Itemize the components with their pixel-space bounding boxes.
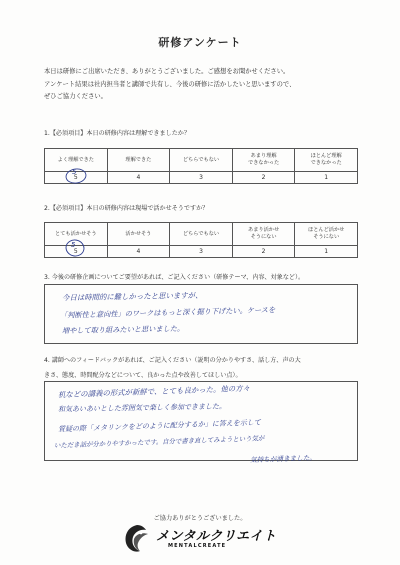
q2-option-number: 5 [73,248,78,255]
q1-option-header: ほとんど理解 できなかった [295,149,358,172]
question-3: 3. 今後の研修企画についてご要望があれば、ご記入ください（研修テーマ、内容、対象など）。 [44,274,305,281]
q4-answer-line: 質疑の際「メタリンクをどのように配分するか」に答えを示して [57,418,261,434]
q2-option-3[interactable]: 3 [170,246,233,258]
q1-option-header: よく理解できた [45,149,108,172]
logo-wordmark: メンタルクリエイト [156,529,277,544]
q2-option-header: あまり活かせ そうにない [232,223,295,246]
logo-subtext: MENTALCREATE [168,543,227,549]
bird-logo-icon [122,523,152,555]
q2-option-header: ほとんど活かせ そうにない [295,223,358,246]
intro-line: ぜひご協力ください。 [44,93,107,100]
question-4: 4. 講師へのフィードバックがあれば、ご記入ください（説明の分かりやすさ、話し方、声の大 [44,357,301,364]
intro-line: 本日は研修にご出席いただき、ありがとうございました。ご感想をお聞かせください。 [44,68,290,75]
q4-answer-line: 机などの講義の形式が新鮮で、とても良かった。他の方々 [57,383,251,400]
q4-answer-line: 気持ちが湧きました。 [249,453,317,465]
question-4-cont: きさ、態度、時間配分などについて、良かった点や改善してほしい点）。 [44,372,242,379]
q1-option-5[interactable] [45,168,108,184]
q2-option-header: 活かせそう [107,223,170,246]
thanks-message: ご協力ありがとうございました。 [153,515,247,522]
q2-option-header: とても活かせそう [45,223,108,246]
q1-option-header: どちらでもない [170,149,233,172]
q3-answer-line: 今日は時間的に難しかったと思いますが、 [61,290,203,303]
company-logo [122,521,282,561]
question-1-scale [44,148,358,184]
q1-option-4[interactable]: 4 [107,172,170,184]
q1-circled-value: 5 [72,168,77,176]
q3-answer-line: 増やして取り組みたいと思いました。 [61,323,185,336]
q2-option-1[interactable]: 1 [295,246,358,258]
intro-line: アンケート結果は社内担当者と講師で共有し、今後の研修に活かしたいと思いますので、 [44,80,296,88]
q1-option-header: あまり理解 できなかった [232,149,295,172]
q2-option-header: どちらでもない [170,223,233,246]
q4-answer-line: いただき話が分かりやすかったです。自分で書き直してみようという気が [53,434,265,450]
q1-option-number: 5 [73,174,78,181]
intro-text [44,66,364,104]
q2-option-5[interactable] [45,241,108,258]
question-2-scale [44,222,358,258]
q1-option-2[interactable]: 2 [232,172,295,184]
q4-answer-line: 和気あいあいとした雰囲気で楽しく参加できました。 [57,402,227,414]
q2-circled-value: 5 [71,241,76,249]
q1-option-header: 理解できた [107,149,170,172]
question-2: 2.【必須項目】本日の研修内容は現場で活かせそうですか？ [44,205,209,212]
q3-answer-line: 「判断性と意向性」のワークはもっと深く掘り下げたい。ケースを [59,305,276,320]
page-title: 研修アンケート [158,36,242,49]
question-1: 1.【必須項目】本日の研修内容は理解できましたか？ [44,130,190,137]
q2-option-2[interactable]: 2 [232,246,295,258]
q1-option-1[interactable]: 1 [295,172,358,184]
q2-option-4[interactable]: 4 [107,246,170,258]
q1-option-3[interactable]: 3 [170,172,233,184]
